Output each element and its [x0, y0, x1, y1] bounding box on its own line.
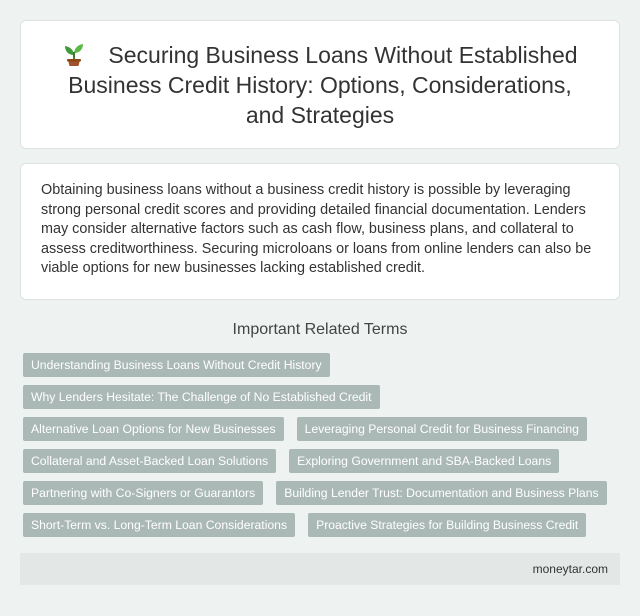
related-term-tag[interactable]: Leveraging Personal Credit for Business Financing	[297, 417, 587, 441]
summary-card	[20, 163, 620, 300]
tag-row	[23, 481, 623, 513]
tag-row	[23, 417, 623, 449]
related-term-tag[interactable]: Understanding Business Loans Without Credit History	[23, 353, 330, 377]
tag-row	[23, 385, 623, 417]
related-terms-heading: Important Related Terms	[232, 321, 408, 338]
sprout-icon	[62, 41, 86, 67]
related-terms-list	[23, 353, 623, 545]
related-term-tag[interactable]: Short-Term vs. Long-Term Loan Considerations	[23, 513, 295, 537]
footer	[20, 553, 620, 585]
related-term-tag[interactable]: Alternative Loan Options for New Businesses	[23, 417, 284, 441]
title-card	[20, 20, 620, 149]
related-term-tag[interactable]: Partnering with Co-Signers or Guarantors	[23, 481, 263, 505]
tag-row	[23, 353, 623, 385]
related-term-tag[interactable]: Proactive Strategies for Building Business Credit	[308, 513, 586, 537]
related-term-tag[interactable]: Collateral and Asset-Backed Loan Solutions	[23, 449, 276, 473]
tag-row	[23, 513, 623, 545]
related-term-tag[interactable]: Exploring Government and SBA-Backed Loans	[289, 449, 559, 473]
tag-row	[23, 449, 623, 481]
related-term-tag[interactable]: Why Lenders Hesitate: The Challenge of No Established Credit	[23, 385, 380, 409]
page-title-text: Securing Business Loans Without Established Business Credit History: Options, Considerations, and Strategies	[68, 41, 578, 128]
summary-text: Obtaining business loans without a business credit history is possible by leveraging strong personal credit scores and providing detailed financial documentation. Lenders may consider alternative factors such as cash flow, business plans, and collateral to assess creditworthiness. Securing microloans or loans from online lenders can also be viable options for new businesses lacking established credit.	[41, 182, 592, 276]
footer-site-link[interactable]: moneytar.com	[532, 562, 608, 576]
related-term-tag[interactable]: Building Lender Trust: Documentation and Business Plans	[276, 481, 606, 505]
page-title	[51, 40, 589, 130]
